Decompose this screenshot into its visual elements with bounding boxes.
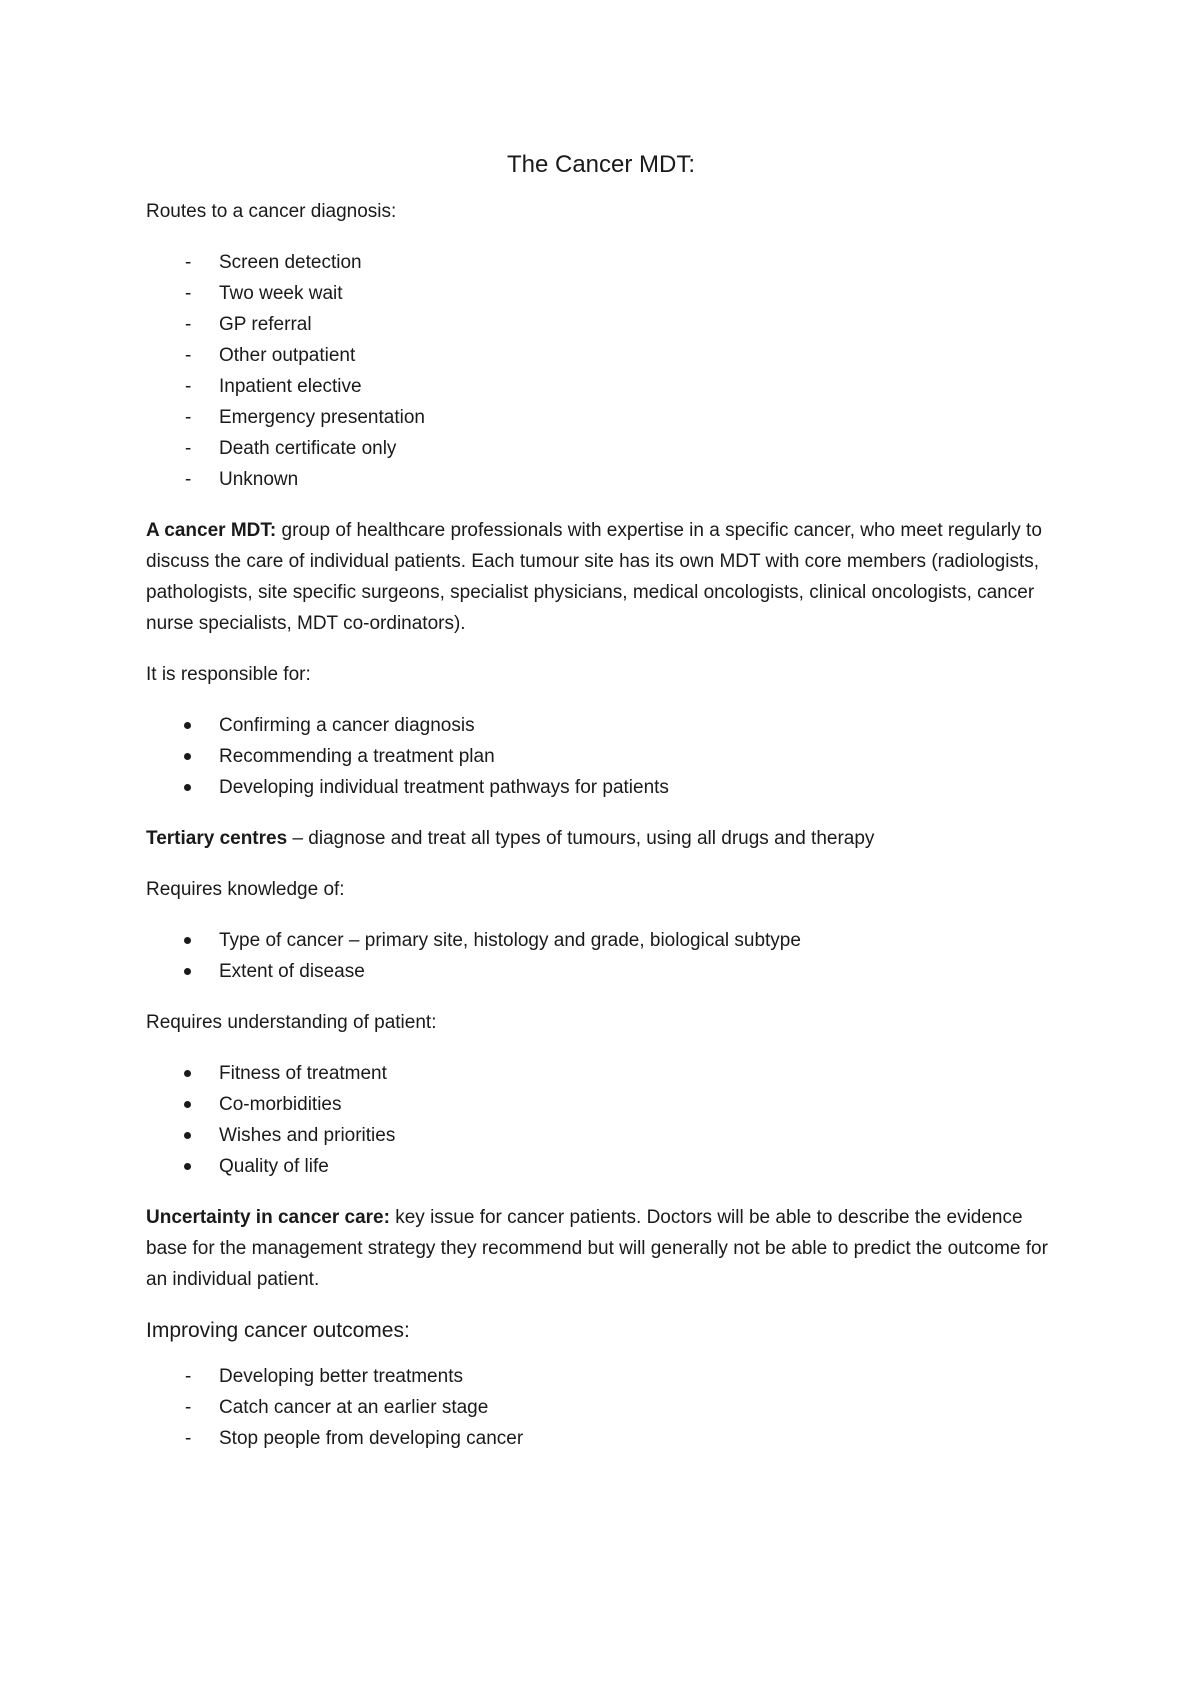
responsibility-item: Recommending a treatment plan [219, 746, 495, 767]
list-item [146, 464, 1056, 495]
list-item [146, 925, 1056, 956]
route-item: Other outpatient [219, 345, 356, 366]
routes-heading: Routes to a cancer diagnosis: [146, 201, 397, 222]
list-item [146, 1423, 1056, 1454]
page-title: The Cancer MDT: [506, 151, 696, 178]
uncertainty-term: Uncertainty in cancer care: [146, 1207, 390, 1228]
knowledge-list [146, 925, 1056, 987]
bullet-icon [184, 722, 191, 729]
knowledge-item: Type of cancer – primary site, histology and grade, biological subtype [219, 930, 801, 951]
list-item [146, 1361, 1056, 1392]
list-item [146, 247, 1056, 278]
outcomes-list [146, 1361, 1056, 1454]
responsible-heading: It is responsible for: [146, 664, 311, 685]
route-item: Emergency presentation [219, 407, 425, 428]
dash-marker: - [185, 252, 192, 273]
outcome-item: Catch cancer at an earlier stage [219, 1397, 489, 1418]
dash-marker: - [185, 283, 192, 304]
list-item [146, 309, 1056, 340]
list-item [146, 1392, 1056, 1423]
responsibility-item: Developing individual treatment pathways for patients [219, 777, 669, 798]
route-item: GP referral [219, 314, 312, 335]
list-item [146, 278, 1056, 309]
bullet-icon [184, 1070, 191, 1077]
knowledge-item: Extent of disease [219, 961, 365, 982]
list-item [146, 371, 1056, 402]
tertiary-term: Tertiary centres [146, 828, 288, 849]
list-item [146, 956, 1056, 987]
uncertainty-text: key issue for cancer patients. Doctors will be able to describe the evidence base for the management strategy they recommend but will generally not be able to predict the outcome for an individual patient. [146, 1207, 1048, 1290]
list-item [146, 1120, 1056, 1151]
bullet-icon [184, 937, 191, 944]
dash-marker: - [185, 1428, 192, 1449]
bullet-icon [184, 1101, 191, 1108]
responsibility-item: Confirming a cancer diagnosis [219, 715, 475, 736]
dash-marker: - [185, 1397, 192, 1418]
dash-marker: - [185, 1366, 192, 1387]
list-item [146, 402, 1056, 433]
knowledge-heading: Requires knowledge of: [146, 879, 345, 900]
bullet-icon [184, 784, 191, 791]
routes-list [146, 247, 1056, 495]
list-item [146, 433, 1056, 464]
route-item: Unknown [219, 469, 299, 490]
mdt-definition-text: group of healthcare professionals with expertise in a specific cancer, who meet regularly to discuss the care of individual patients. Each tumour site has its own MDT with core members (radiologists, pathologists, site specific surgeons, specialist physicians, medical oncologists, clinical oncologists, cancer nurse specialists, MDT co-ordinators). [146, 520, 1042, 634]
dash-marker: - [185, 438, 192, 459]
tertiary-paragraph [146, 823, 1056, 854]
document-page [146, 140, 1056, 1474]
mdt-term: A cancer MDT: [146, 520, 277, 541]
list-item [146, 772, 1056, 803]
uncertainty-paragraph [146, 1202, 1056, 1295]
dash-marker: - [185, 469, 192, 490]
outcome-item: Developing better treatments [219, 1366, 463, 1387]
list-item [146, 710, 1056, 741]
route-item: Death certificate only [219, 438, 397, 459]
list-item [146, 1058, 1056, 1089]
list-item [146, 1089, 1056, 1120]
outcomes-heading: Improving cancer outcomes: [146, 1319, 410, 1342]
route-item: Screen detection [219, 252, 362, 273]
outcome-item: Stop people from developing cancer [219, 1428, 524, 1449]
mdt-definition-paragraph [146, 515, 1056, 639]
patient-item: Fitness of treatment [219, 1063, 387, 1084]
patient-heading: Requires understanding of patient: [146, 1012, 437, 1033]
patient-item: Wishes and priorities [219, 1125, 396, 1146]
route-item: Two week wait [219, 283, 343, 304]
patient-item: Co-morbidities [219, 1094, 342, 1115]
list-item [146, 340, 1056, 371]
dash-marker: - [185, 407, 192, 428]
bullet-icon [184, 968, 191, 975]
bullet-icon [184, 753, 191, 760]
patient-item: Quality of life [219, 1156, 329, 1177]
dash-marker: - [185, 345, 192, 366]
responsibilities-list [146, 710, 1056, 803]
route-item: Inpatient elective [219, 376, 362, 397]
dash-marker: - [185, 314, 192, 335]
patient-list [146, 1058, 1056, 1182]
list-item [146, 741, 1056, 772]
bullet-icon [184, 1163, 191, 1170]
bullet-icon [184, 1132, 191, 1139]
tertiary-text: – diagnose and treat all types of tumours, using all drugs and therapy [287, 828, 875, 849]
dash-marker: - [185, 376, 192, 397]
list-item [146, 1151, 1056, 1182]
